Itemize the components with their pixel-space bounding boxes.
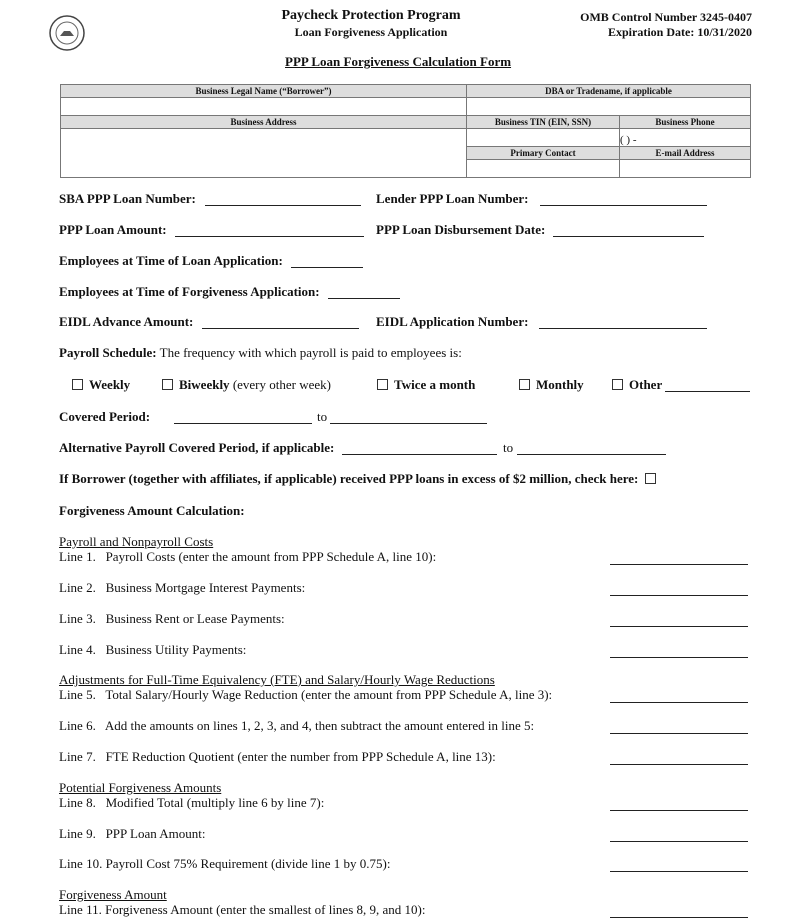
dba-field[interactable] [467, 98, 751, 116]
excess-loans-checkbox[interactable] [645, 473, 656, 484]
sba-loan-number-field[interactable] [205, 205, 361, 206]
line-6-field[interactable] [610, 733, 748, 734]
line-2-field[interactable] [610, 595, 748, 596]
lender-loan-number-field[interactable] [540, 205, 707, 206]
line-5-field[interactable] [610, 702, 748, 703]
line-1-label: Line 1. Payroll Costs (enter the amount from PPP Schedule A, line 10): [59, 549, 437, 564]
email-header: E-mail Address [620, 147, 751, 160]
alt-period-end-field[interactable] [517, 454, 666, 455]
sba-loan-number-label: SBA PPP Loan Number: [59, 191, 196, 206]
phone-header: Business Phone [620, 116, 751, 129]
line-10-field[interactable] [610, 871, 748, 872]
other-field[interactable] [665, 391, 750, 392]
alt-period-label: Alternative Payroll Covered Period, if applicable: [59, 440, 335, 455]
checkbox-icon[interactable] [612, 379, 623, 390]
payroll-schedule-text: The frequency with which payroll is paid to employees is: [159, 345, 462, 360]
section-potential: Potential Forgiveness Amounts [59, 780, 222, 795]
disbursement-date-field[interactable] [553, 236, 704, 237]
sba-seal-logo [48, 14, 86, 52]
checkbox-icon[interactable] [72, 379, 83, 390]
eidl-number-field[interactable] [539, 328, 707, 329]
line-8-field[interactable] [610, 810, 748, 811]
tin-field[interactable] [467, 129, 620, 147]
biweekly-checkbox-option[interactable]: Biweekly (every other week) [162, 377, 331, 393]
eidl-advance-label: EIDL Advance Amount: [59, 314, 194, 329]
weekly-checkbox-option[interactable]: Weekly [72, 377, 130, 393]
eidl-number-label: EIDL Application Number: [376, 314, 529, 329]
eidl-advance-field[interactable] [202, 328, 359, 329]
line-11-label: Line 11. Forgiveness Amount (enter the smallest of lines 8, 9, and 10): [59, 902, 426, 917]
alt-period-start-field[interactable] [342, 454, 497, 455]
excess-loans-label: If Borrower (together with affiliates, if applicable) received PPP loans in excess of $2 million, check here: [59, 471, 662, 487]
employees-forgiveness-field[interactable] [328, 298, 400, 299]
checkbox-icon[interactable] [519, 379, 530, 390]
section-payroll: Payroll and Nonpayroll Costs [59, 534, 214, 549]
line-4-field[interactable] [610, 657, 748, 658]
payroll-schedule-label: Payroll Schedule: [59, 345, 157, 360]
program-title: Paycheck Protection Program [281, 8, 461, 23]
line-9-field[interactable] [610, 841, 748, 842]
expiration-date: Expiration Date: 10/31/2020 [608, 25, 752, 39]
line-7-field[interactable] [610, 764, 748, 765]
twice-month-checkbox-option[interactable]: Twice a month [377, 377, 475, 393]
loan-amount-label: PPP Loan Amount: [59, 222, 167, 237]
omb-number: OMB Control Number 3245-0407 [580, 10, 752, 24]
section-adjustments: Adjustments for Full-Time Equivalency (FTE) and Salary/Hourly Wage Reductions [59, 672, 495, 687]
dba-header: DBA or Tradename, if applicable [467, 85, 751, 98]
employees-forgiveness-label: Employees at Time of Forgiveness Application: [59, 284, 320, 299]
monthly-checkbox-option[interactable]: Monthly [519, 377, 584, 393]
contact-header: Primary Contact [467, 147, 620, 160]
to-label: to [503, 440, 514, 455]
line-2-label: Line 2. Business Mortgage Interest Payments: [59, 580, 306, 595]
line-11-field[interactable] [610, 917, 748, 918]
section-forgiveness: Forgiveness Amount [59, 887, 167, 902]
legal-name-field[interactable] [61, 98, 467, 116]
line-4-label: Line 4. Business Utility Payments: [59, 642, 247, 657]
line-9-label: Line 9. PPP Loan Amount: [59, 826, 206, 841]
line-8-label: Line 8. Modified Total (multiply line 6 by line 7): [59, 795, 325, 810]
address-field[interactable] [61, 129, 467, 178]
email-field[interactable] [620, 160, 751, 178]
line-3-label: Line 3. Business Rent or Lease Payments: [59, 611, 285, 626]
line-6-label: Line 6. Add the amounts on lines 1, 2, 3, and 4, then subtract the amount entered in line 5: [59, 718, 535, 733]
line-3-field[interactable] [610, 626, 748, 627]
line-7-label: Line 7. FTE Reduction Quotient (enter the number from PPP Schedule A, line 13): [59, 749, 496, 764]
tin-header: Business TIN (EIN, SSN) [467, 116, 620, 129]
other-checkbox-option[interactable]: Other [612, 377, 662, 393]
program-subtitle: Loan Forgiveness Application [294, 25, 448, 39]
business-info-table [60, 84, 751, 178]
employees-loan-label: Employees at Time of Loan Application: [59, 253, 283, 268]
phone-field[interactable]: ( ) - [620, 129, 751, 147]
loan-amount-field[interactable] [175, 236, 364, 237]
line-5-label: Line 5. Total Salary/Hourly Wage Reduction (enter the amount from PPP Schedule A, line 3): [59, 687, 553, 702]
to-label: to [317, 409, 328, 424]
form-title: PPP Loan Forgiveness Calculation Form [285, 54, 512, 69]
covered-period-end-field[interactable] [330, 423, 487, 424]
disbursement-date-label: PPP Loan Disbursement Date: [376, 222, 546, 237]
payroll-schedule [59, 345, 462, 361]
employees-loan-field[interactable] [291, 267, 363, 268]
line-10-label: Line 10. Payroll Cost 75% Requirement (divide line 1 by 0.75): [59, 856, 391, 871]
lender-loan-number-label: Lender PPP Loan Number: [376, 191, 529, 206]
checkbox-icon[interactable] [377, 379, 388, 390]
checkbox-icon[interactable] [162, 379, 173, 390]
address-header: Business Address [61, 116, 467, 129]
covered-period-label: Covered Period: [59, 409, 151, 424]
covered-period-start-field[interactable] [174, 423, 312, 424]
line-1-field[interactable] [610, 564, 748, 565]
legal-name-header: Business Legal Name (“Borrower”) [61, 85, 467, 98]
calc-heading: Forgiveness Amount Calculation: [59, 503, 245, 518]
contact-field[interactable] [467, 160, 620, 178]
